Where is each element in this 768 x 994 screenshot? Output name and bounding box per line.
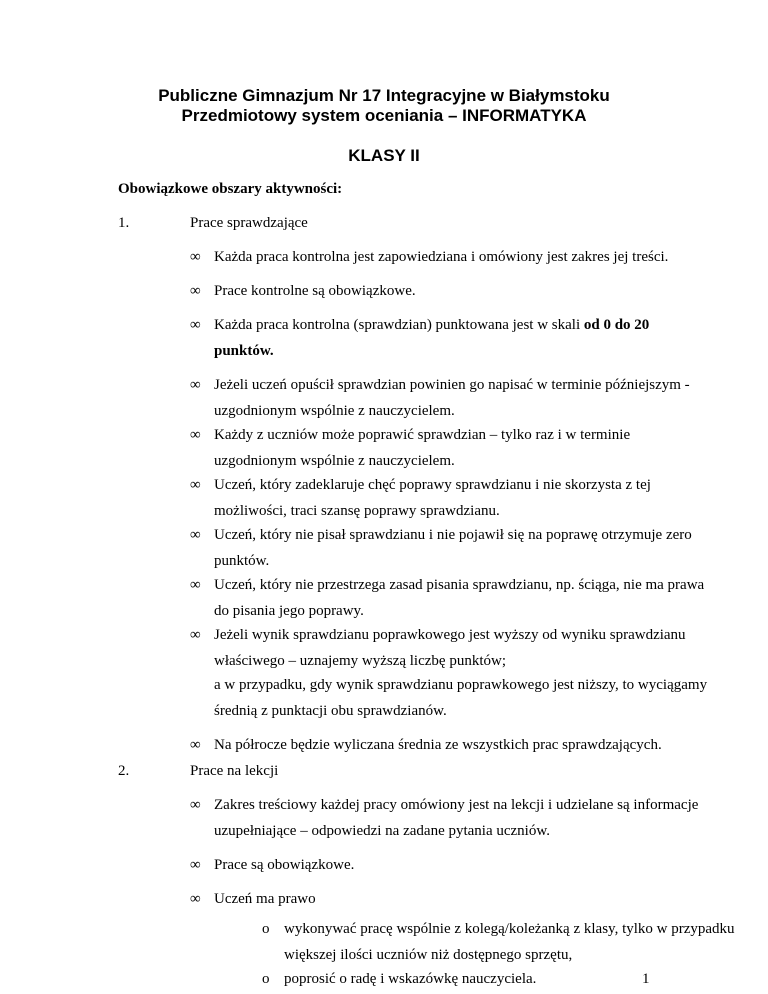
list-item — [214, 316, 649, 334]
list-item: Prace kontrolne są obowiązkowe. — [214, 283, 416, 299]
list-item: Jeżeli wynik sprawdzianu poprawkowego jest wyższy od wyniku sprawdzianu — [214, 627, 686, 643]
sub-list-item: wykonywać pracę wspólnie z kolegą/koleżanką z klasy, tylko w przypadku — [284, 921, 735, 937]
bullet-icon: ∞ — [190, 427, 201, 443]
sub-bullet-icon: o — [262, 971, 270, 987]
list-item: Uczeń, który nie przestrzega zasad pisania sprawdzianu, np. ściąga, nie ma prawa — [214, 577, 705, 593]
list-item: Uczeń ma prawo — [214, 891, 316, 907]
obligatory-heading: Obowiązkowe obszary aktywności: — [118, 181, 343, 197]
list-item-continuation: a w przypadku, gdy wynik sprawdzianu poprawkowego jest niższy, to wyciągamy — [214, 677, 708, 693]
section-number: 1. — [118, 215, 130, 231]
list-item-continuation: uzgodnionym wspólnie z nauczycielem. — [214, 403, 455, 419]
sub-bullet-icon: o — [262, 921, 270, 937]
list-item: Prace są obowiązkowe. — [214, 857, 355, 873]
list-item: Uczeń, który nie pisał sprawdzianu i nie pojawił się na poprawę otrzymuje zero — [214, 527, 692, 543]
section-title: Prace na lekcji — [190, 763, 279, 779]
bullet-icon: ∞ — [190, 627, 201, 643]
list-item-continuation: punktów. — [214, 343, 274, 359]
sub-list-item-continuation: większej ilości uczniów niż dostępnego sprzętu, — [284, 947, 573, 963]
list-item-continuation: punktów. — [214, 553, 270, 569]
class-title: KLASY II — [348, 146, 420, 165]
bullet-icon: ∞ — [190, 891, 201, 907]
bullet-icon: ∞ — [190, 797, 201, 813]
list-item-continuation: do pisania jego poprawy. — [214, 603, 364, 619]
list-item: Na półrocze będzie wyliczana średnia ze wszystkich prac sprawdzających. — [214, 737, 662, 753]
list-item: Zakres treściowy każdej pracy omówiony jest na lekcji i udzielane są informacje — [214, 797, 699, 813]
school-name: Publiczne Gimnazjum Nr 17 Integracyjne w Białymstoku — [158, 86, 610, 105]
list-item-continuation: uzgodnionym wspólnie z nauczycielem. — [214, 453, 455, 469]
list-item-continuation: uzupełniające – odpowiedzi na zadane pytania uczniów. — [214, 823, 550, 839]
list-item-continuation: możliwości, traci szansę poprawy sprawdzianu. — [214, 503, 500, 519]
list-item: Każda praca kontrolna jest zapowiedziana i omówiony jest zakres jej treści. — [214, 249, 669, 265]
bullet-icon: ∞ — [190, 737, 201, 753]
sub-list-item: poprosić o radę i wskazówkę nauczyciela. — [284, 971, 537, 987]
bullet-icon: ∞ — [190, 577, 201, 593]
section-number: 2. — [118, 763, 130, 779]
bullet-icon: ∞ — [190, 377, 201, 393]
list-item: Jeżeli uczeń opuścił sprawdzian powinien go napisać w terminie późniejszym - — [214, 377, 690, 393]
bullet-icon: ∞ — [190, 857, 201, 873]
section-title: Prace sprawdzające — [190, 215, 308, 231]
list-item-continuation: właściwego – uznajemy wyższą liczbę punktów; — [214, 653, 506, 669]
bullet-icon: ∞ — [190, 527, 201, 543]
bullet-icon: ∞ — [190, 477, 201, 493]
score-range: od 0 do 20 — [583, 317, 650, 333]
bullet-icon: ∞ — [190, 283, 201, 299]
document-title: Przedmiotowy system oceniania – INFORMATYKA — [181, 106, 587, 125]
list-item: Uczeń, który zadeklaruje chęć poprawy sprawdzianu i nie skorzysta z tej — [214, 477, 651, 493]
page-number: 1 — [642, 971, 650, 987]
bullet-icon: ∞ — [190, 249, 201, 265]
list-item-continuation: średnią z punktacji obu sprawdzianów. — [214, 703, 447, 719]
bullet-icon: ∞ — [190, 317, 201, 333]
list-item-text: Każda praca kontrolna (sprawdzian) punktowana jest w skali — [214, 317, 584, 333]
list-item: Każdy z uczniów może poprawić sprawdzian – tylko raz i w terminie — [214, 427, 631, 443]
